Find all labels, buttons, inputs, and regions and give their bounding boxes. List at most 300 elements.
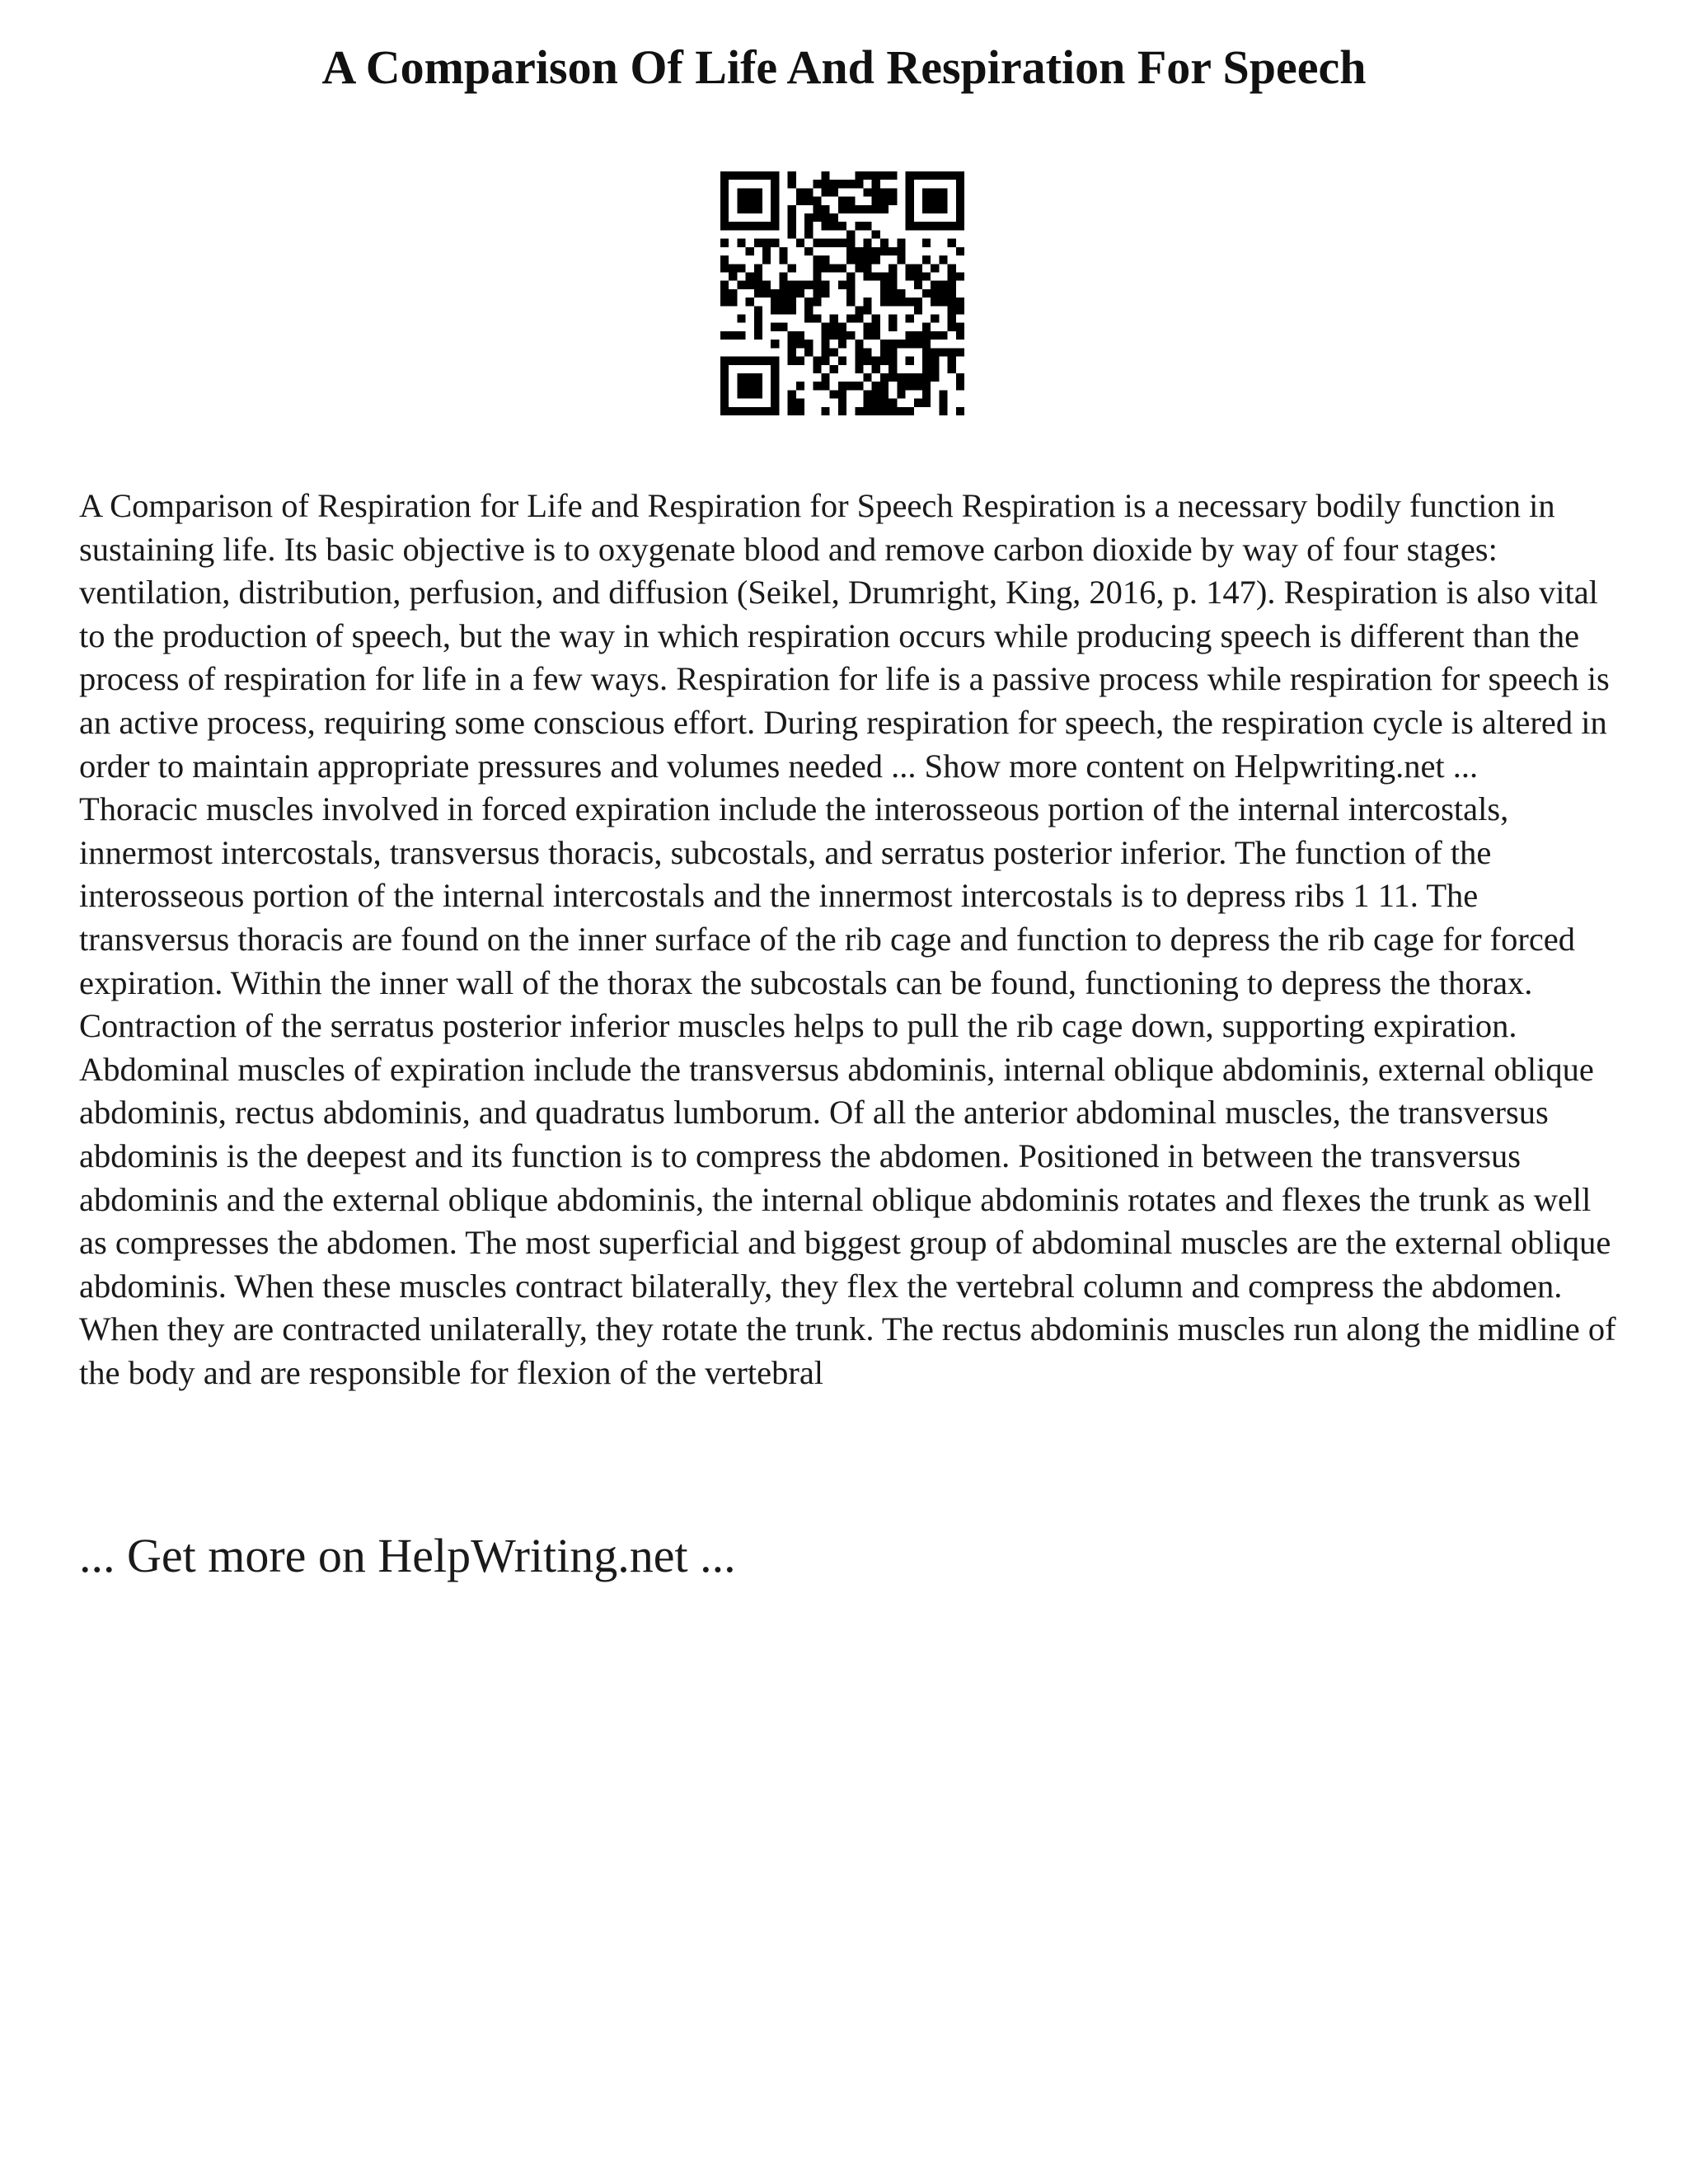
qr-module [956,272,964,280]
qr-module [779,247,787,255]
qr-module [846,272,855,280]
qr-module [880,171,889,180]
qr-module [889,357,897,365]
qr-module [922,348,931,356]
qr-module [720,264,729,272]
qr-module [754,289,762,298]
qr-module [796,382,804,390]
qr-module [897,298,905,306]
qr-module [922,331,931,340]
qr-module [889,399,897,407]
qr-module [914,264,922,272]
qr-module [771,197,779,205]
qr-module [830,365,838,373]
qr-module [897,255,905,264]
qr-module [872,407,880,415]
qr-module [906,197,914,205]
qr-module [796,239,804,247]
qr-module [880,357,889,365]
qr-module [779,255,787,264]
qr-module [821,188,829,196]
qr-module [889,197,897,205]
qr-module [771,188,779,196]
qr-module [771,180,779,188]
qr-module [906,222,914,230]
qr-module [956,197,964,205]
qr-module [872,171,880,180]
qr-module [746,390,754,398]
qr-module [956,171,964,180]
qr-module [771,365,779,373]
qr-module [939,407,947,415]
qr-module [846,197,855,205]
qr-module [880,205,889,213]
qr-module [788,399,796,407]
qr-module [830,213,838,222]
qr-module [788,298,796,306]
qr-module [754,281,762,289]
qr-module [855,205,863,213]
qr-module [771,289,779,298]
qr-module [872,255,880,264]
qr-module [737,357,745,365]
qr-module [729,264,737,272]
qr-module [914,331,922,340]
qr-module [864,264,872,272]
qr-module [855,264,863,272]
qr-module [779,289,787,298]
qr-module [830,331,838,340]
qr-module [771,399,779,407]
qr-module [872,180,880,188]
qr-module [813,205,821,213]
qr-module [821,407,829,415]
qr-module [720,382,729,390]
qr-module [830,323,838,331]
qr-module [729,298,737,306]
qr-module [948,264,956,272]
qr-module [846,382,855,390]
qr-module [720,390,729,398]
qr-module [922,205,931,213]
qr-module [948,323,956,331]
qr-module [880,289,889,298]
qr-module [754,373,762,382]
qr-module [922,239,931,247]
qr-module [813,197,821,205]
qr-module [864,348,872,356]
qr-module [746,298,754,306]
qr-module [788,213,796,222]
qr-module [746,281,754,289]
qr-module [762,247,771,255]
qr-module [804,298,813,306]
qr-module [754,306,762,314]
qr-module [880,382,889,390]
qr-module [720,255,729,264]
qr-module [906,315,914,323]
qr-module [754,357,762,365]
qr-module [796,188,804,196]
qr-module [897,382,905,390]
qr-module [846,180,855,188]
qr-module [821,382,829,390]
qr-module [838,180,846,188]
qr-module [771,171,779,180]
qr-module [788,230,796,238]
qr-module [788,289,796,298]
qr-module [720,407,729,415]
qr-module [855,222,863,230]
qr-module [906,407,914,415]
qr-module [931,281,939,289]
qr-module [762,222,771,230]
qr-module [821,239,829,247]
qr-module [864,390,872,398]
qr-module [880,188,889,196]
qr-module [956,298,964,306]
qr-module [796,289,804,298]
qr-module [821,340,829,348]
qr-module [788,407,796,415]
qr-module [754,171,762,180]
qr-module [838,357,846,365]
qr-module [720,365,729,373]
qr-module [821,323,829,331]
qr-module [922,222,931,230]
qr-module [754,390,762,398]
qr-module [948,222,956,230]
qr-module [855,340,863,348]
qr-module [914,222,922,230]
qr-module [889,272,897,280]
qr-module [796,340,804,348]
qr-module [914,306,922,314]
qr-module [948,281,956,289]
qr-module [880,390,889,398]
qr-module [948,365,956,373]
qr-module [864,373,872,382]
qr-code-icon [720,171,964,415]
qr-module [813,289,821,298]
qr-module [754,382,762,390]
qr-module [906,298,914,306]
qr-module [788,281,796,289]
qr-module [762,255,771,264]
qr-module [931,331,939,340]
qr-module [788,390,796,398]
qr-module [889,188,897,196]
qr-module [956,382,964,390]
qr-module [813,272,821,280]
qr-module [864,255,872,264]
qr-module [872,399,880,407]
qr-module [813,239,821,247]
qr-module [931,222,939,230]
qr-module [914,298,922,306]
qr-module [788,205,796,213]
qr-module [855,382,863,390]
qr-module [762,239,771,247]
qr-module [729,289,737,298]
qr-module [821,331,829,340]
qr-module [922,197,931,205]
qr-module [830,390,838,398]
qr-module [939,289,947,298]
article-body [79,485,1620,1394]
qr-module [872,188,880,196]
qr-module [939,197,947,205]
qr-module [796,357,804,365]
qr-module [838,239,846,247]
qr-module [846,281,855,289]
qr-module [821,264,829,272]
qr-module [737,264,745,272]
qr-module [872,205,880,213]
qr-module [931,197,939,205]
qr-module [872,247,880,255]
qr-module [846,239,855,247]
qr-module [889,323,897,331]
qr-module [804,281,813,289]
qr-module [889,315,897,323]
qr-module [771,407,779,415]
qr-module [846,315,855,323]
qr-module [864,239,872,247]
qr-module [788,340,796,348]
qr-module [813,357,821,365]
qr-module [821,357,829,365]
qr-module [922,365,931,373]
qr-module [948,357,956,365]
qr-module [821,289,829,298]
qr-module [906,357,914,365]
qr-module [914,373,922,382]
qr-module [897,373,905,382]
qr-module [864,306,872,314]
qr-module [737,390,745,398]
qr-module [880,281,889,289]
qr-module [939,188,947,196]
qr-module [864,222,872,230]
qr-module [939,390,947,398]
qr-module [864,357,872,365]
qr-module [872,230,880,238]
qr-module [931,188,939,196]
qr-module [914,382,922,390]
qr-module [931,357,939,365]
qr-module [922,171,931,180]
qr-module [762,289,771,298]
qr-module [922,188,931,196]
qr-module [872,382,880,390]
qr-module [830,239,838,247]
qr-module [813,180,821,188]
qr-module [880,373,889,382]
qr-module [914,272,922,280]
qr-module [939,222,947,230]
qr-module [813,315,821,323]
get-more-link[interactable]: ... Get more on HelpWriting.net ... [79,1529,736,1582]
qr-module [956,247,964,255]
qr-module [948,298,956,306]
qr-module [872,323,880,331]
qr-module [889,247,897,255]
qr-module [855,247,863,255]
qr-module [956,331,964,340]
paragraph-thoracic-muscles: Thoracic muscles involved in forced expiration include the interosseous portion of the internal intercostals, innermost intercostals, transversus thoracis, subcostals, and serratus posterior inferior. The function of the interosseous portion of the internal intercostals and the innermost intercostals is to depress ribs 1 11. The transversus thoracis are found on the inner surface of the rib cage and function to depress the rib cage for forced expiration. Within the inner wall of the thorax the subcostals can be found, functioning to depress the thorax. Contraction of the serratus posterior inferior muscles helps to pull the rib cage down, supporting expiration. Abdominal muscles of expiration include the transversus abdominis, internal oblique abdominis, external oblique abdominis, rectus abdominis, and quadratus lumborum. Of all the anterior abdominal muscles, the transversus abdominis is the deepest and its function is to compress the abdomen. Positioned in between the transversus abdominis and the external oblique abdominis, the internal oblique abdominis rotates and flexes the trunk as well as compresses the abdomen. The most superficial and biggest group of abdominal muscles are the external oblique abdominis. When these muscles contract bilaterally, they flex the vertebral column and compress the abdomen. When they are contracted unilaterally, they rotate the trunk. The rectus abdominis muscles run along the midline of the body and are responsible for flexion of the vertebral [79,790,1616,1391]
qr-module [897,390,905,398]
qr-module [939,281,947,289]
qr-module [796,331,804,340]
qr-module [931,348,939,356]
qr-module [737,188,745,196]
qr-module [771,373,779,382]
qr-module [846,255,855,264]
qr-module [771,306,779,314]
qr-module [754,407,762,415]
qr-module [897,340,905,348]
qr-module [872,197,880,205]
qr-module [804,197,813,205]
qr-module [788,171,796,180]
qr-module [906,264,914,272]
qr-module [897,289,905,298]
qr-module [931,171,939,180]
qr-module [804,315,813,323]
qr-module [737,239,745,247]
qr-module [788,180,796,188]
qr-module [855,306,863,314]
qr-module [880,407,889,415]
qr-module [737,197,745,205]
qr-module [746,382,754,390]
qr-module [729,407,737,415]
qr-module [830,188,838,196]
qr-module [914,340,922,348]
qr-module [846,205,855,213]
qr-module [746,247,754,255]
qr-module [720,213,729,222]
qr-module [846,247,855,255]
qr-module [746,407,754,415]
qr-module [914,281,922,289]
qr-module [746,205,754,213]
qr-module [804,247,813,255]
qr-module [762,407,771,415]
qr-module [796,281,804,289]
qr-module [746,222,754,230]
qr-module [729,357,737,365]
qr-module [754,272,762,280]
qr-module [922,255,931,264]
qr-module [889,340,897,348]
qr-module [931,365,939,373]
qr-module [779,272,787,280]
qr-module [737,382,745,390]
qr-module [922,272,931,280]
qr-module [897,407,905,415]
qr-module [956,348,964,356]
qr-module [796,197,804,205]
qr-module [838,323,846,331]
qr-module [864,323,872,331]
qr-module [821,180,829,188]
qr-module [804,348,813,356]
qr-module [720,239,729,247]
qr-module [939,331,947,340]
qr-module [754,222,762,230]
qr-module [788,222,796,230]
qr-module [872,331,880,340]
qr-module [931,315,939,323]
qr-module [821,255,829,264]
qr-module [737,205,745,213]
qr-module [754,323,762,331]
qr-module [948,171,956,180]
qr-module [720,222,729,230]
qr-module [889,264,897,272]
qr-module [906,188,914,196]
qr-module [813,382,821,390]
qr-module [956,213,964,222]
qr-module [720,205,729,213]
qr-module [948,272,956,280]
qr-module [838,331,846,340]
qr-module [771,205,779,213]
qr-module [771,222,779,230]
qr-module [880,247,889,255]
qr-module [838,281,846,289]
qr-module [754,239,762,247]
qr-module [788,306,796,314]
qr-module [804,306,813,314]
qr-module [922,340,931,348]
qr-module [897,247,905,255]
qr-module [931,298,939,306]
qr-module [771,298,779,306]
qr-module [855,255,863,264]
qr-module [956,323,964,331]
qr-module [855,315,863,323]
qr-module [864,399,872,407]
qr-module [948,289,956,298]
qr-module [906,382,914,390]
qr-module [746,357,754,365]
qr-module [779,323,787,331]
qr-module [804,222,813,230]
qr-module [914,399,922,407]
qr-module [729,272,737,280]
qr-module [720,180,729,188]
qr-module [846,289,855,298]
qr-module [855,365,863,373]
qr-module [906,340,914,348]
qr-module [821,171,829,180]
qr-module [720,289,729,298]
qr-module [838,340,846,348]
qr-module [880,272,889,280]
qr-module [855,171,863,180]
qr-module [838,222,846,230]
qr-module [956,306,964,314]
qr-module [889,171,897,180]
qr-module [762,171,771,180]
qr-module [864,298,872,306]
qr-module [804,213,813,222]
qr-module [838,407,846,415]
qr-module [796,407,804,415]
